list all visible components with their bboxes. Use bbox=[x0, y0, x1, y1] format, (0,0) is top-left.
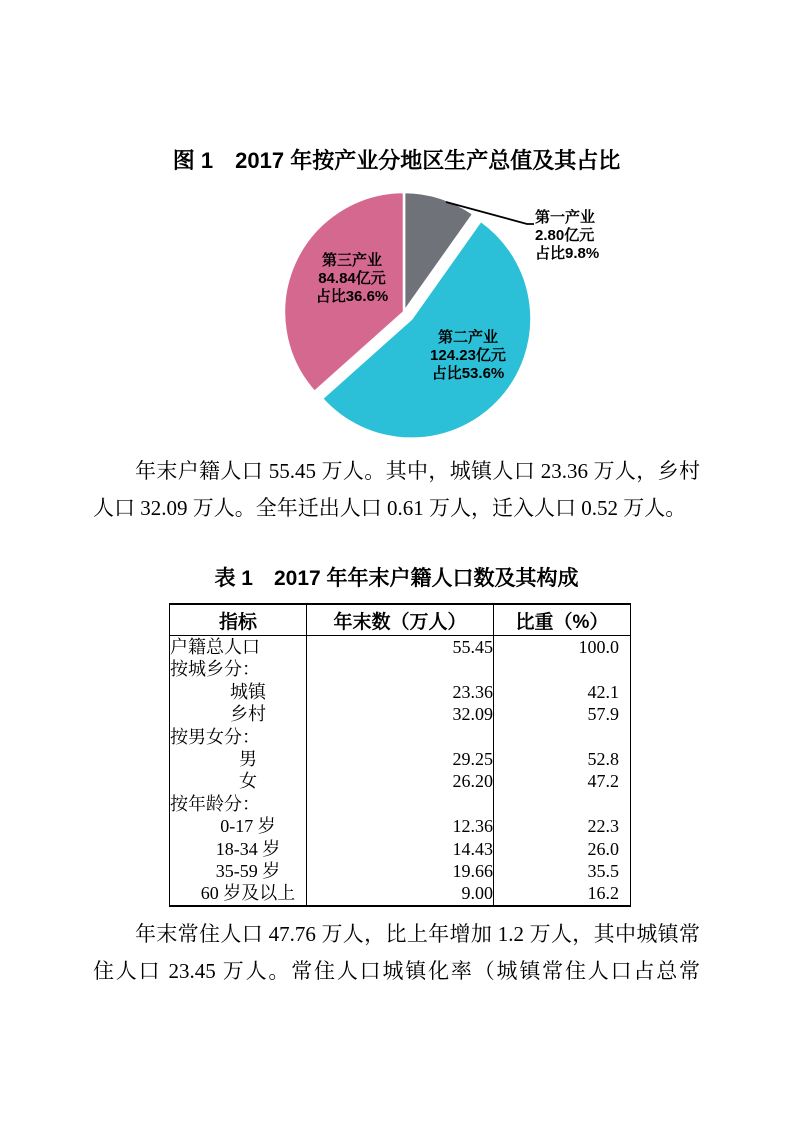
cell-indicator: 乡村 bbox=[230, 704, 266, 725]
cell-yearend: 14.43 bbox=[307, 838, 494, 860]
pie-label-value: 124.23亿元 bbox=[430, 347, 506, 364]
pie-label-share: 占比9.8% bbox=[535, 245, 600, 262]
cell-indicator: 35-59 岁 bbox=[215, 861, 281, 882]
cell-yearend: 55.45 bbox=[307, 636, 494, 659]
cell-yearend: 9.00 bbox=[307, 882, 494, 905]
paragraph-household-population: 年末户籍人口 55.45 万人。其中，城镇人口 23.36 万人，乡村人口 32.09 万人。全年迁出人口 0.61 万人，迁入人口 0.52 万人。 bbox=[93, 459, 700, 520]
pie-label-share: 占比36.6% bbox=[315, 288, 389, 305]
cell-share: 47.2 bbox=[494, 770, 631, 792]
cell-share: 52.8 bbox=[494, 748, 631, 770]
table-caption: 表 1 2017 年年末户籍人口数及其构成 bbox=[214, 567, 579, 590]
table-row bbox=[170, 703, 631, 725]
cell-yearend: 12.36 bbox=[307, 815, 494, 837]
population-table bbox=[169, 603, 631, 907]
cell-share bbox=[494, 726, 631, 748]
cell-indicator: 18-34 岁 bbox=[215, 838, 281, 859]
pie-label-share: 占比53.6% bbox=[431, 365, 505, 382]
cell-yearend: 32.09 bbox=[307, 703, 494, 725]
table-row bbox=[170, 681, 631, 703]
cell-indicator: 按城乡分： bbox=[170, 659, 260, 680]
table-row bbox=[170, 815, 631, 837]
cell-share: 100.0 bbox=[494, 636, 631, 659]
table-row bbox=[170, 636, 631, 659]
table-row bbox=[170, 793, 631, 815]
cell-indicator: 0-17 岁 bbox=[220, 816, 276, 837]
table-row bbox=[170, 838, 631, 860]
cell-share: 42.1 bbox=[494, 681, 631, 703]
cell-yearend bbox=[307, 726, 494, 748]
cell-share bbox=[494, 793, 631, 815]
table-row bbox=[170, 770, 631, 792]
cell-yearend: 29.25 bbox=[307, 748, 494, 770]
pie-label-name: 第二产业 bbox=[437, 329, 498, 346]
cell-indicator: 户籍总人口 bbox=[170, 637, 260, 657]
paragraph-resident-population: 年末常住人口 47.76 万人，比上年增加 1.2 万人，其中城镇常住人口 23.45 万人。常住人口城镇化率（城镇常住人口占总常 bbox=[93, 922, 700, 983]
pie-chart bbox=[90, 185, 710, 447]
cell-yearend bbox=[307, 658, 494, 680]
cell-share bbox=[494, 658, 631, 680]
table-row bbox=[170, 860, 631, 882]
cell-yearend: 23.36 bbox=[307, 681, 494, 703]
pie-label-value: 2.80亿元 bbox=[535, 227, 595, 244]
table-row bbox=[170, 882, 631, 905]
cell-share: 22.3 bbox=[494, 815, 631, 837]
table-row bbox=[170, 748, 631, 770]
pie-label-name: 第一产业 bbox=[535, 209, 596, 226]
table-row bbox=[170, 726, 631, 748]
cell-share: 16.2 bbox=[494, 882, 631, 905]
figure-caption: 图 1 2017 年按产业分地区生产总值及其占比 bbox=[172, 148, 621, 173]
pie-chart-svg bbox=[90, 185, 710, 447]
pie-label-value: 84.84亿元 bbox=[318, 270, 386, 287]
cell-share: 35.5 bbox=[494, 860, 631, 882]
pie-label-secondary-industry bbox=[398, 329, 538, 383]
cell-yearend: 19.66 bbox=[307, 860, 494, 882]
pie-label-name: 第三产业 bbox=[321, 252, 382, 269]
cell-indicator: 按男女分： bbox=[170, 726, 260, 747]
cell-yearend: 26.20 bbox=[307, 770, 494, 792]
header-share: 比重（%） bbox=[494, 604, 631, 636]
header-indicator: 指标 bbox=[170, 604, 307, 636]
cell-indicator: 按年龄分： bbox=[170, 793, 260, 814]
pie-label-tertiary-industry bbox=[287, 252, 417, 306]
cell-indicator: 60 岁及以上 bbox=[200, 883, 296, 904]
table-header-row bbox=[170, 604, 631, 636]
cell-yearend bbox=[307, 793, 494, 815]
header-yearend: 年末数（万人） bbox=[307, 604, 494, 636]
table-row bbox=[170, 658, 631, 680]
cell-indicator: 女 bbox=[239, 771, 257, 792]
cell-share: 57.9 bbox=[494, 703, 631, 725]
pie-label-primary-industry bbox=[535, 209, 599, 263]
cell-indicator: 男 bbox=[239, 749, 257, 770]
cell-share: 26.0 bbox=[494, 838, 631, 860]
cell-indicator: 城镇 bbox=[230, 681, 266, 702]
